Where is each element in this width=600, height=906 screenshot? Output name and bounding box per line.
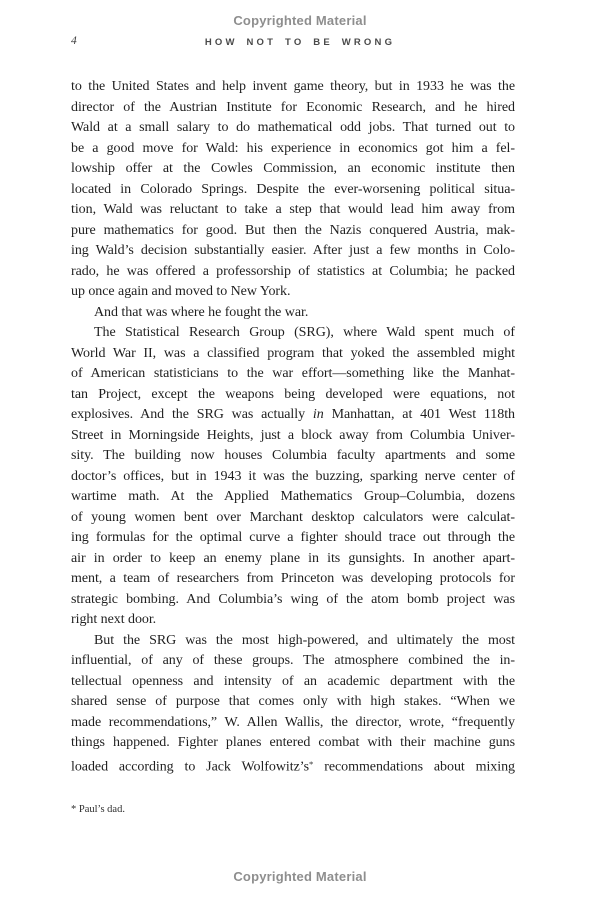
text-line: But the SRG was the most high-powered, and ultimately the most [94,632,515,648]
text-line: wartime math. At the Applied Mathematics Group–Columbia, dozens [71,489,515,504]
text-line: The Statistical Research Group (SRG), where Wald spent much of [94,325,515,340]
paragraph [71,631,515,778]
body-text [71,77,515,778]
paragraph [71,303,515,324]
text-line: ment, a team of researchers from Princeton was developing protocols for [71,571,515,586]
footnote: * Paul’s dad. [71,804,125,815]
text-line: director of the Austrian Institute for Economic Research, and he hired [71,99,515,115]
text-line: influential, of any of these groups. The atmosphere combined the in- [71,653,515,668]
text-line: made recommendations,” W. Allen Wallis, the director, wrote, “frequently [71,714,515,730]
text-line: lowship offer at the Cowles Commission, an economic institute then [71,161,515,176]
text-segment: loaded according to Jack Wolfowitz’s [71,759,310,775]
copyright-banner-bottom: Copyrighted Material [233,869,367,884]
text-line: tan Project, except the weapons being developed were equations, not [71,386,515,402]
text-line: of American statisticians to the war effort—something like the Manhat- [71,366,515,381]
text-line: pure mathematics for good. But then the Nazis conquered Austria, mak- [71,222,515,238]
text-line: right next door. [71,612,157,627]
text-line: shared sense of purpose that comes only with high stakes. “When we [71,694,515,709]
paragraph [71,77,515,303]
paragraph [71,323,515,631]
copyright-banner-top: Copyrighted Material [233,13,367,28]
text-line [71,754,515,778]
text-line: sity. The building now houses Columbia faculty apartments and some [71,448,515,463]
text-line: ing Wald’s decision substantially easier. After just a few months in Colo- [71,243,515,258]
text-line: to the United States and help invent game theory, but in 1933 he was the [71,79,515,94]
text-line [71,405,515,426]
text-line: located in Colorado Springs. Despite the ever-worsening political situa- [71,181,515,197]
text-line: be a good move for Wald: his experience in economics got him a fel- [71,140,515,156]
page-number: 4 [71,35,77,47]
text-line: strategic bombing. And Columbia’s wing of the atom bomb project was [71,591,515,607]
text-line: things happened. Fighter planes entered combat with their machine guns [71,735,515,750]
text-segment: recommendations about mixing [313,759,515,775]
text-line: Street in Morningside Heights, just a block away from Columbia Univer- [71,427,515,443]
text-line: up once again and moved to New York. [71,284,291,299]
text-line: World War II, was a classified program that yoked the assembled might [71,345,515,361]
text-line: doctor’s offices, but in 1943 it was the buzzing, sparking nerve center of [71,468,515,484]
text-line: of young women bent over Marchant desktop calculators were calculat- [71,509,515,525]
text-line: Wald at a small salary to do mathematical odd jobs. That turned out to [71,120,515,135]
text-line: air in order to keep an enemy plane in its gunsights. In another apart- [71,550,515,566]
text-line: tellectual openness and intensity of an academic department with the [71,673,515,689]
running-header: HOW NOT TO BE WRONG [204,37,396,48]
italic-text: in [312,407,324,422]
text-line: ing formulas for the optimal curve a fighter should trace out through the [71,530,515,545]
text-segment: Manhattan, at 401 West 118th [323,407,515,422]
footnote-marker: * [309,758,314,769]
text-line: rado, he was offered a professorship of statistics at Columbia; he packed [71,263,515,279]
text-line: And that was where he fought the war. [94,304,309,320]
text-segment: explosives. And the SRG was actually [71,407,313,422]
text-line: tion, Wald was reluctant to take a step that would lead him away from [71,202,515,217]
